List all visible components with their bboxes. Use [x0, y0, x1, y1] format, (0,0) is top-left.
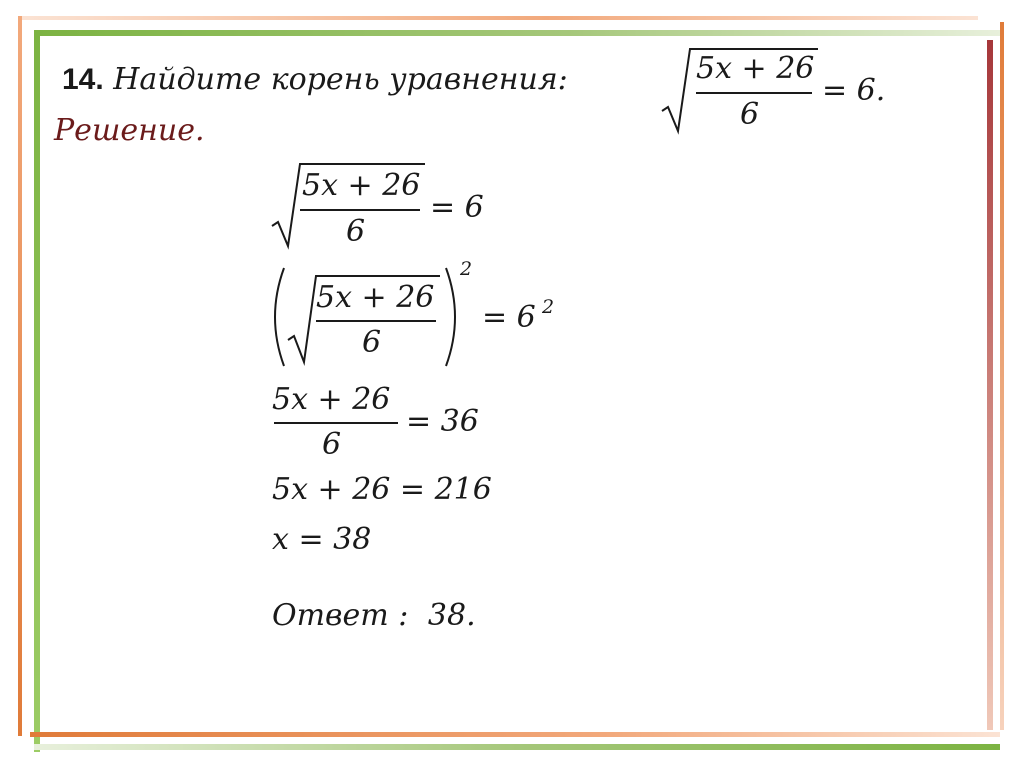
problem-text: Найдите корень уравнения:: [113, 62, 568, 97]
frame-right-red-line: [987, 40, 993, 730]
answer: [272, 598, 476, 633]
problem-number: 14.: [62, 63, 104, 96]
frame-left-green-line: [34, 30, 40, 752]
header-rhs: = 6.: [822, 73, 886, 108]
step-2-numerator: 5x + 26: [316, 280, 435, 315]
step-1-fraction-bar: [300, 209, 420, 211]
header-fraction-bar: [696, 92, 812, 94]
step-4-equation: 5x + 26 = 216: [272, 472, 492, 507]
frame-top-green-line: [34, 30, 1004, 36]
answer-value: 38.: [427, 598, 476, 633]
step-3-equation: [272, 380, 512, 470]
step-5-equation: x = 38: [272, 522, 372, 557]
answer-label: Ответ :: [272, 598, 409, 633]
step-2-denominator: 6: [362, 325, 382, 360]
step-1-rhs: = 6: [430, 190, 484, 225]
step-3-denominator: 6: [322, 427, 342, 462]
step-2-equation: [262, 258, 562, 372]
solution-label: Решение.: [54, 113, 205, 148]
frame-bottom-orange-line: [30, 732, 1000, 737]
frame-bottom-green-line: [34, 744, 1000, 750]
frame-left-orange-line: [18, 16, 22, 736]
frame-right-orange-line: [1000, 22, 1004, 730]
header-numerator: 5x + 26: [696, 51, 815, 86]
problem-title: [62, 62, 568, 97]
step-2-rhs-exponent: 2: [542, 296, 555, 318]
step-1-denominator: 6: [346, 214, 366, 249]
header-equation: [660, 45, 900, 135]
step-2-outer-exponent: 2: [460, 258, 473, 280]
step-3-fraction-bar: [274, 422, 398, 424]
header-denominator: 6: [740, 97, 760, 132]
step-1-numerator: 5x + 26: [302, 168, 421, 203]
step-2-fraction-bar: [316, 320, 436, 322]
step-2-rhs: = 6: [482, 300, 536, 335]
step-3-rhs: = 36: [406, 404, 479, 439]
frame-top-orange-line: [18, 16, 978, 20]
step-3-numerator: 5x + 26: [272, 382, 391, 417]
step-1-equation: [270, 160, 510, 250]
